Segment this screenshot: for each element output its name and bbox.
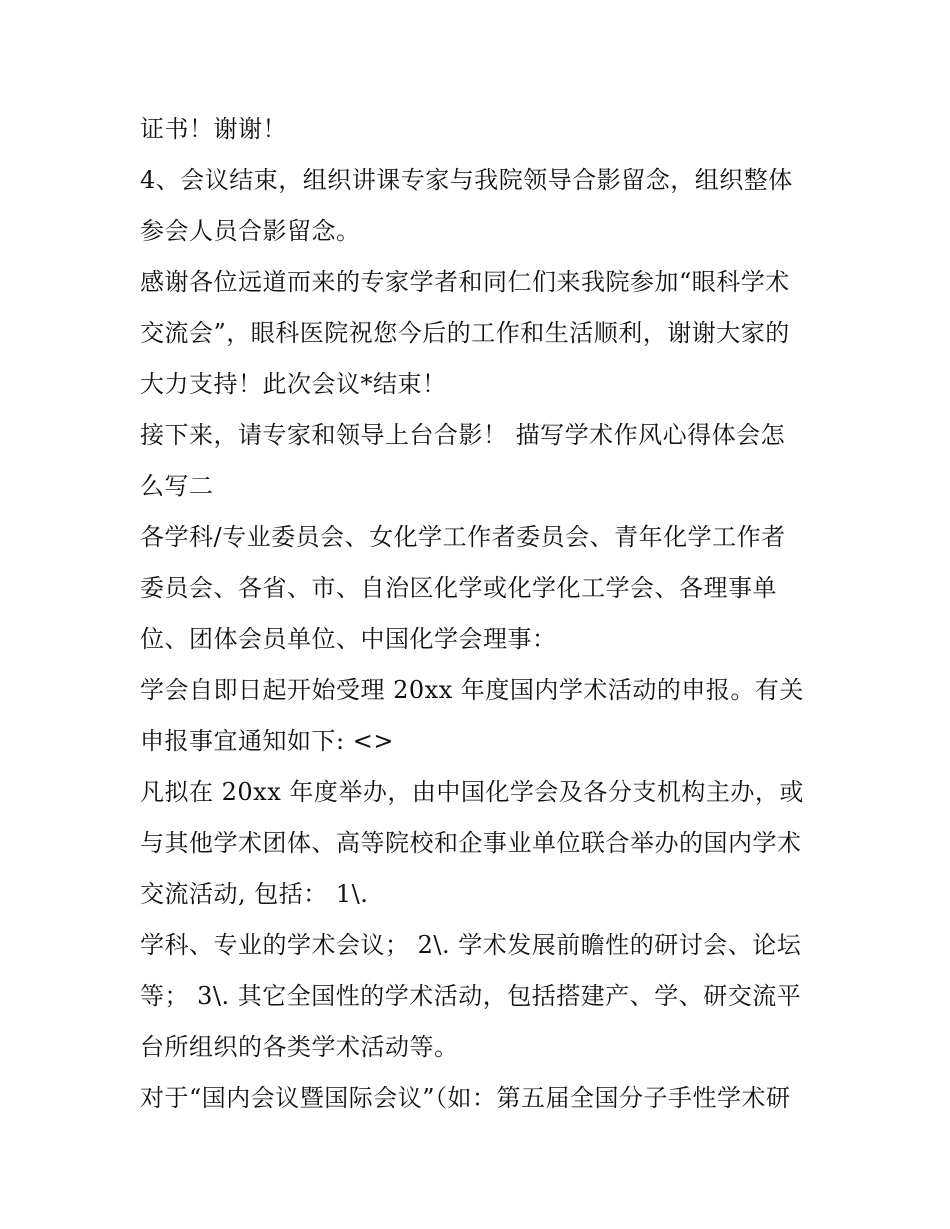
text-line: 交流活动, 包括： 1\. xyxy=(140,880,369,908)
text-line: 4、会议结束，组织讲课专家与我院领导合影留念，组织整体 xyxy=(140,166,793,194)
text-line: 等； 3\. 其它全国性的学术活动，包括搭建产、学、研交流平 xyxy=(140,982,802,1010)
text-line: 与其他学术团体、高等院校和企事业单位联合举办的国内学术 xyxy=(140,829,802,857)
text-line: 参会人员合影留念。 xyxy=(140,217,361,245)
text-line: 各学科/专业委员会、女化学工作者委员会、青年化学工作者 xyxy=(140,523,786,551)
text-line: 位、团体会员单位、中国化学会理事： xyxy=(140,625,557,653)
text-line: 么写二 xyxy=(140,472,214,500)
text-line: 申报事宜通知如下: <> xyxy=(140,727,394,755)
text-line: 学会自即日起开始受理 20xx 年度国内学术活动的申报。有关 xyxy=(140,676,804,704)
text-line: 学科、专业的学术会议； 2\. 学术发展前瞻性的研讨会、论坛 xyxy=(140,931,802,959)
document-body xyxy=(140,104,820,1124)
text-line: 委员会、各省、市、自治区化学或化学化工学会、各理事单 xyxy=(140,574,777,602)
text-line: 对于“国内会议暨国际会议”（如：第五届全国分子手性学术研 xyxy=(140,1084,791,1112)
text-line: 交流会”，眼科医院祝您今后的工作和生活顺利，谢谢大家的 xyxy=(140,319,790,347)
text-line: 接下来，请专家和领导上台合影！ 描写学术作风心得体会怎 xyxy=(140,421,786,449)
text-line: 大力支持！此次会议*结束！ xyxy=(140,370,447,398)
text-line: 凡拟在 20xx 年度举办，由中国化学会及各分支机构主办，或 xyxy=(140,778,804,806)
text-line: 证书！谢谢！ xyxy=(140,115,287,143)
text-line: 感谢各位远道而来的专家学者和同仁们来我院参加“眼科学术 xyxy=(140,268,790,296)
text-line: 台所组织的各类学术活动等。 xyxy=(140,1033,459,1061)
